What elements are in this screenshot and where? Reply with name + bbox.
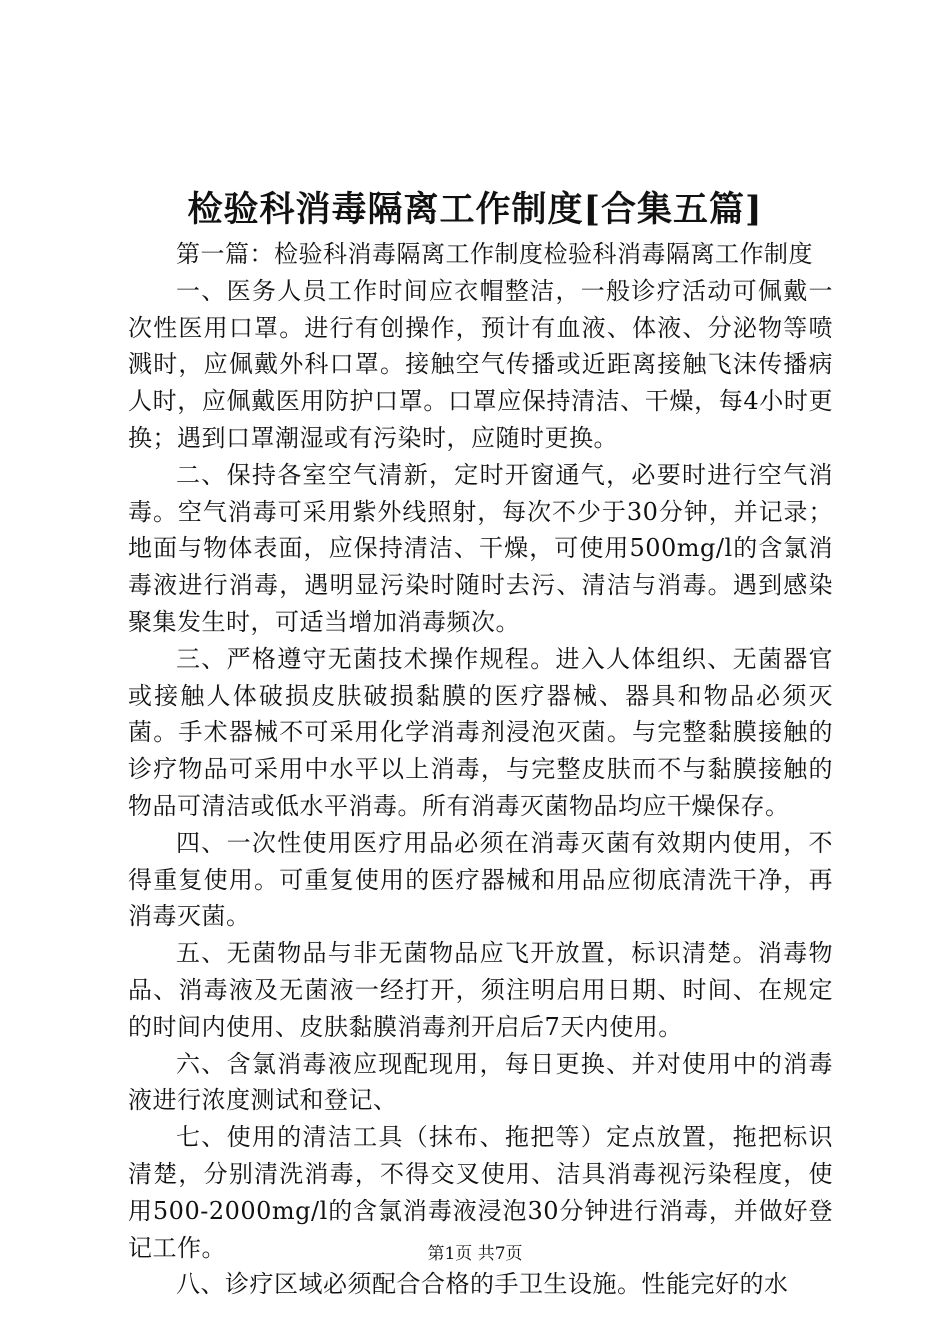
page-footer: 第1页 共7页 [427, 1244, 523, 1264]
paragraph-item-3: 三、严格遵守无菌技术操作规程。进入人体组织、无菌器官或接触人体破损皮肤破损黏膜的医疗器械、器具和物品必须灭菌。手术器械不可采用化学消毒剂浸泡灭菌。与完整黏膜接触的诊疗物品可采用中水平以上消毒，与完整皮肤而不与黏膜接触的物品可清洁或低水平消毒。所有消毒灭菌物品均应干燥保存。 [128, 644, 833, 820]
paragraph-item-7: 七、使用的清洁工具（抹布、拖把等）定点放置，拖把标识清楚，分别清洗消毒，不得交叉使用、洁具消毒视污染程度，使用500-2000mg/l的含氯消毒液浸泡30分钟进行消毒，并做好登记工作。 [128, 1123, 833, 1262]
paragraph-item-4: 四、一次性使用医疗用品必须在消毒灭菌有效期内使用，不得重复使用。可重复使用的医疗器械和用品应彻底清洗干净，再消毒灭菌。 [128, 828, 833, 931]
paragraph-item-5: 五、无菌物品与非无菌物品应飞开放置，标识清楚。消毒物品、消毒液及无菌液一经打开，须注明启用日期、时间、在规定的时间内使用、皮肤黏膜消毒剂开启后7天内使用。 [128, 939, 833, 1041]
paragraph-section-heading: 第一篇：检验科消毒隔离工作制度检验科消毒隔离工作制度 [176, 240, 813, 268]
paragraph-item-8: 八、诊疗区域必须配合合格的手卫生设施。性能完好的水 [176, 1270, 789, 1299]
paragraph-item-1: 一、医务人员工作时间应衣帽整洁，一般诊疗活动可佩戴一次性医用口罩。进行有创操作，预计有血液、体液、分泌物等喷溅时，应佩戴外科口罩。接触空气传播或近距离接触飞沫传播病人时，应佩戴医用防护口罩。口罩应保持清洁、干燥，每4小时更换；遇到口罩潮湿或有污染时，应随时更换。 [128, 276, 833, 452]
document-body [128, 236, 833, 1303]
document-title: 检验科消毒隔离工作制度[合集五篇] [187, 189, 763, 230]
paragraph-item-2: 二、保持各室空气清新，定时开窗通气，必要时进行空气消毒。空气消毒可采用紫外线照射，每次不少于30分钟，并记录；地面与物体表面，应保持清洁、干燥，可使用500mg/l的含氯消毒液进行消毒，遇明显污染时随时去污、清洁与消毒。遇到感染聚集发生时，可适当增加消毒频次。 [128, 460, 833, 636]
paragraph-item-6: 六、含氯消毒液应现配现用，每日更换、并对使用中的消毒液进行浓度测试和登记、 [128, 1049, 833, 1115]
